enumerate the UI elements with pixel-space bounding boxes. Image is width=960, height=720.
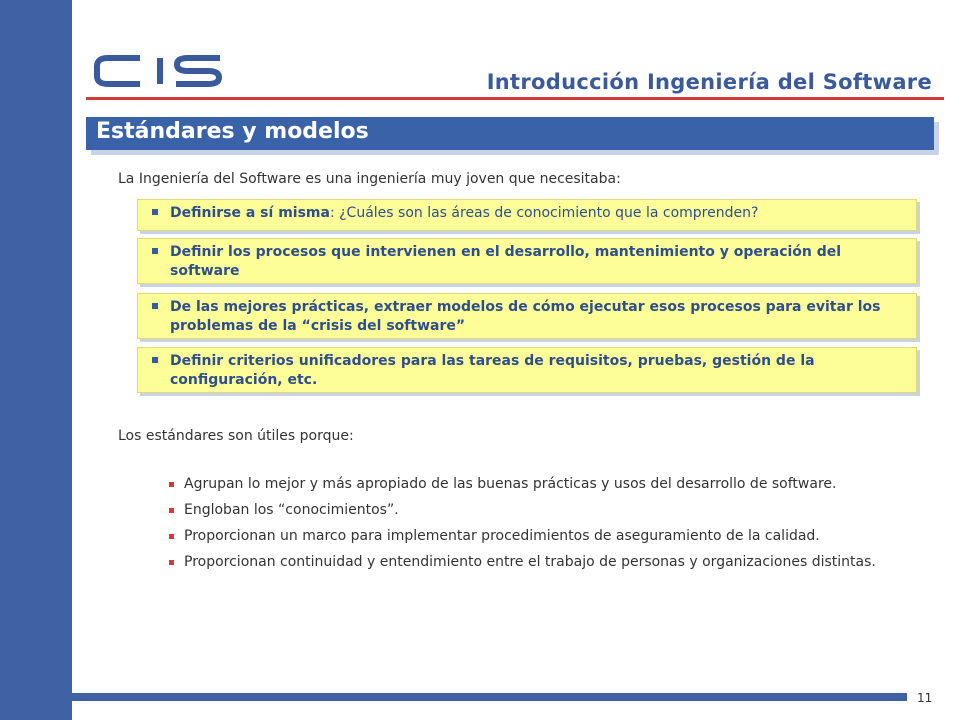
square-bullet-icon [169, 482, 174, 487]
square-bullet-icon [152, 209, 158, 215]
square-bullet-icon [152, 357, 158, 363]
intro-text: La Ingeniería del Software es una ingeniería muy joven que necesitaba: [118, 171, 621, 187]
highlight-box [137, 238, 917, 284]
square-bullet-icon [169, 534, 174, 539]
list-item: Proporcionan un marco para implementar procedimientos de aseguramiento de la calidad. [168, 527, 918, 546]
standards-lead-text: Los estándares son útiles porque: [118, 428, 354, 444]
square-bullet-icon [152, 303, 158, 309]
highlight-box [137, 199, 917, 231]
highlight-text: Definir los procesos que intervienen en el desarrollo, mantenimiento y operación del software [170, 244, 842, 279]
section-header [86, 117, 934, 150]
highlight-box [137, 293, 917, 339]
page-number: 11 [917, 691, 933, 705]
list-item: Engloban los “conocimientos”. [168, 501, 918, 520]
highlight-box [137, 347, 917, 393]
list-item: Agrupan lo mejor y más apropiado de las buenas prácticas y usos del desarrollo de software. [168, 475, 918, 494]
square-bullet-icon [169, 508, 174, 513]
cis-logo [92, 52, 224, 90]
highlight-text: De las mejores prácticas, extraer modelos de cómo ejecutar esos procesos para evitar los problemas de la “crisis del software” [170, 299, 881, 334]
highlight-text: Definir criterios unificadores para las tareas de requisitos, pruebas, gestión de la configuración, etc. [170, 353, 815, 388]
footer-bar [72, 693, 907, 701]
square-bullet-icon [169, 560, 174, 565]
section-title: Estándares y modelos [96, 119, 369, 144]
square-bullet-icon [152, 248, 158, 254]
highlight-text: Definirse a sí misma: ¿Cuáles son las áreas de conocimiento que la comprenden? [170, 205, 759, 221]
presentation-title: Introducción Ingeniería del Software [486, 70, 932, 94]
list-item: Proporcionan continuidad y entendimiento entre el trabajo de personas y organizaciones distintas. [168, 553, 918, 572]
left-sidebar-band [0, 0, 72, 720]
reasons-list [168, 475, 918, 579]
header-divider [86, 97, 944, 100]
